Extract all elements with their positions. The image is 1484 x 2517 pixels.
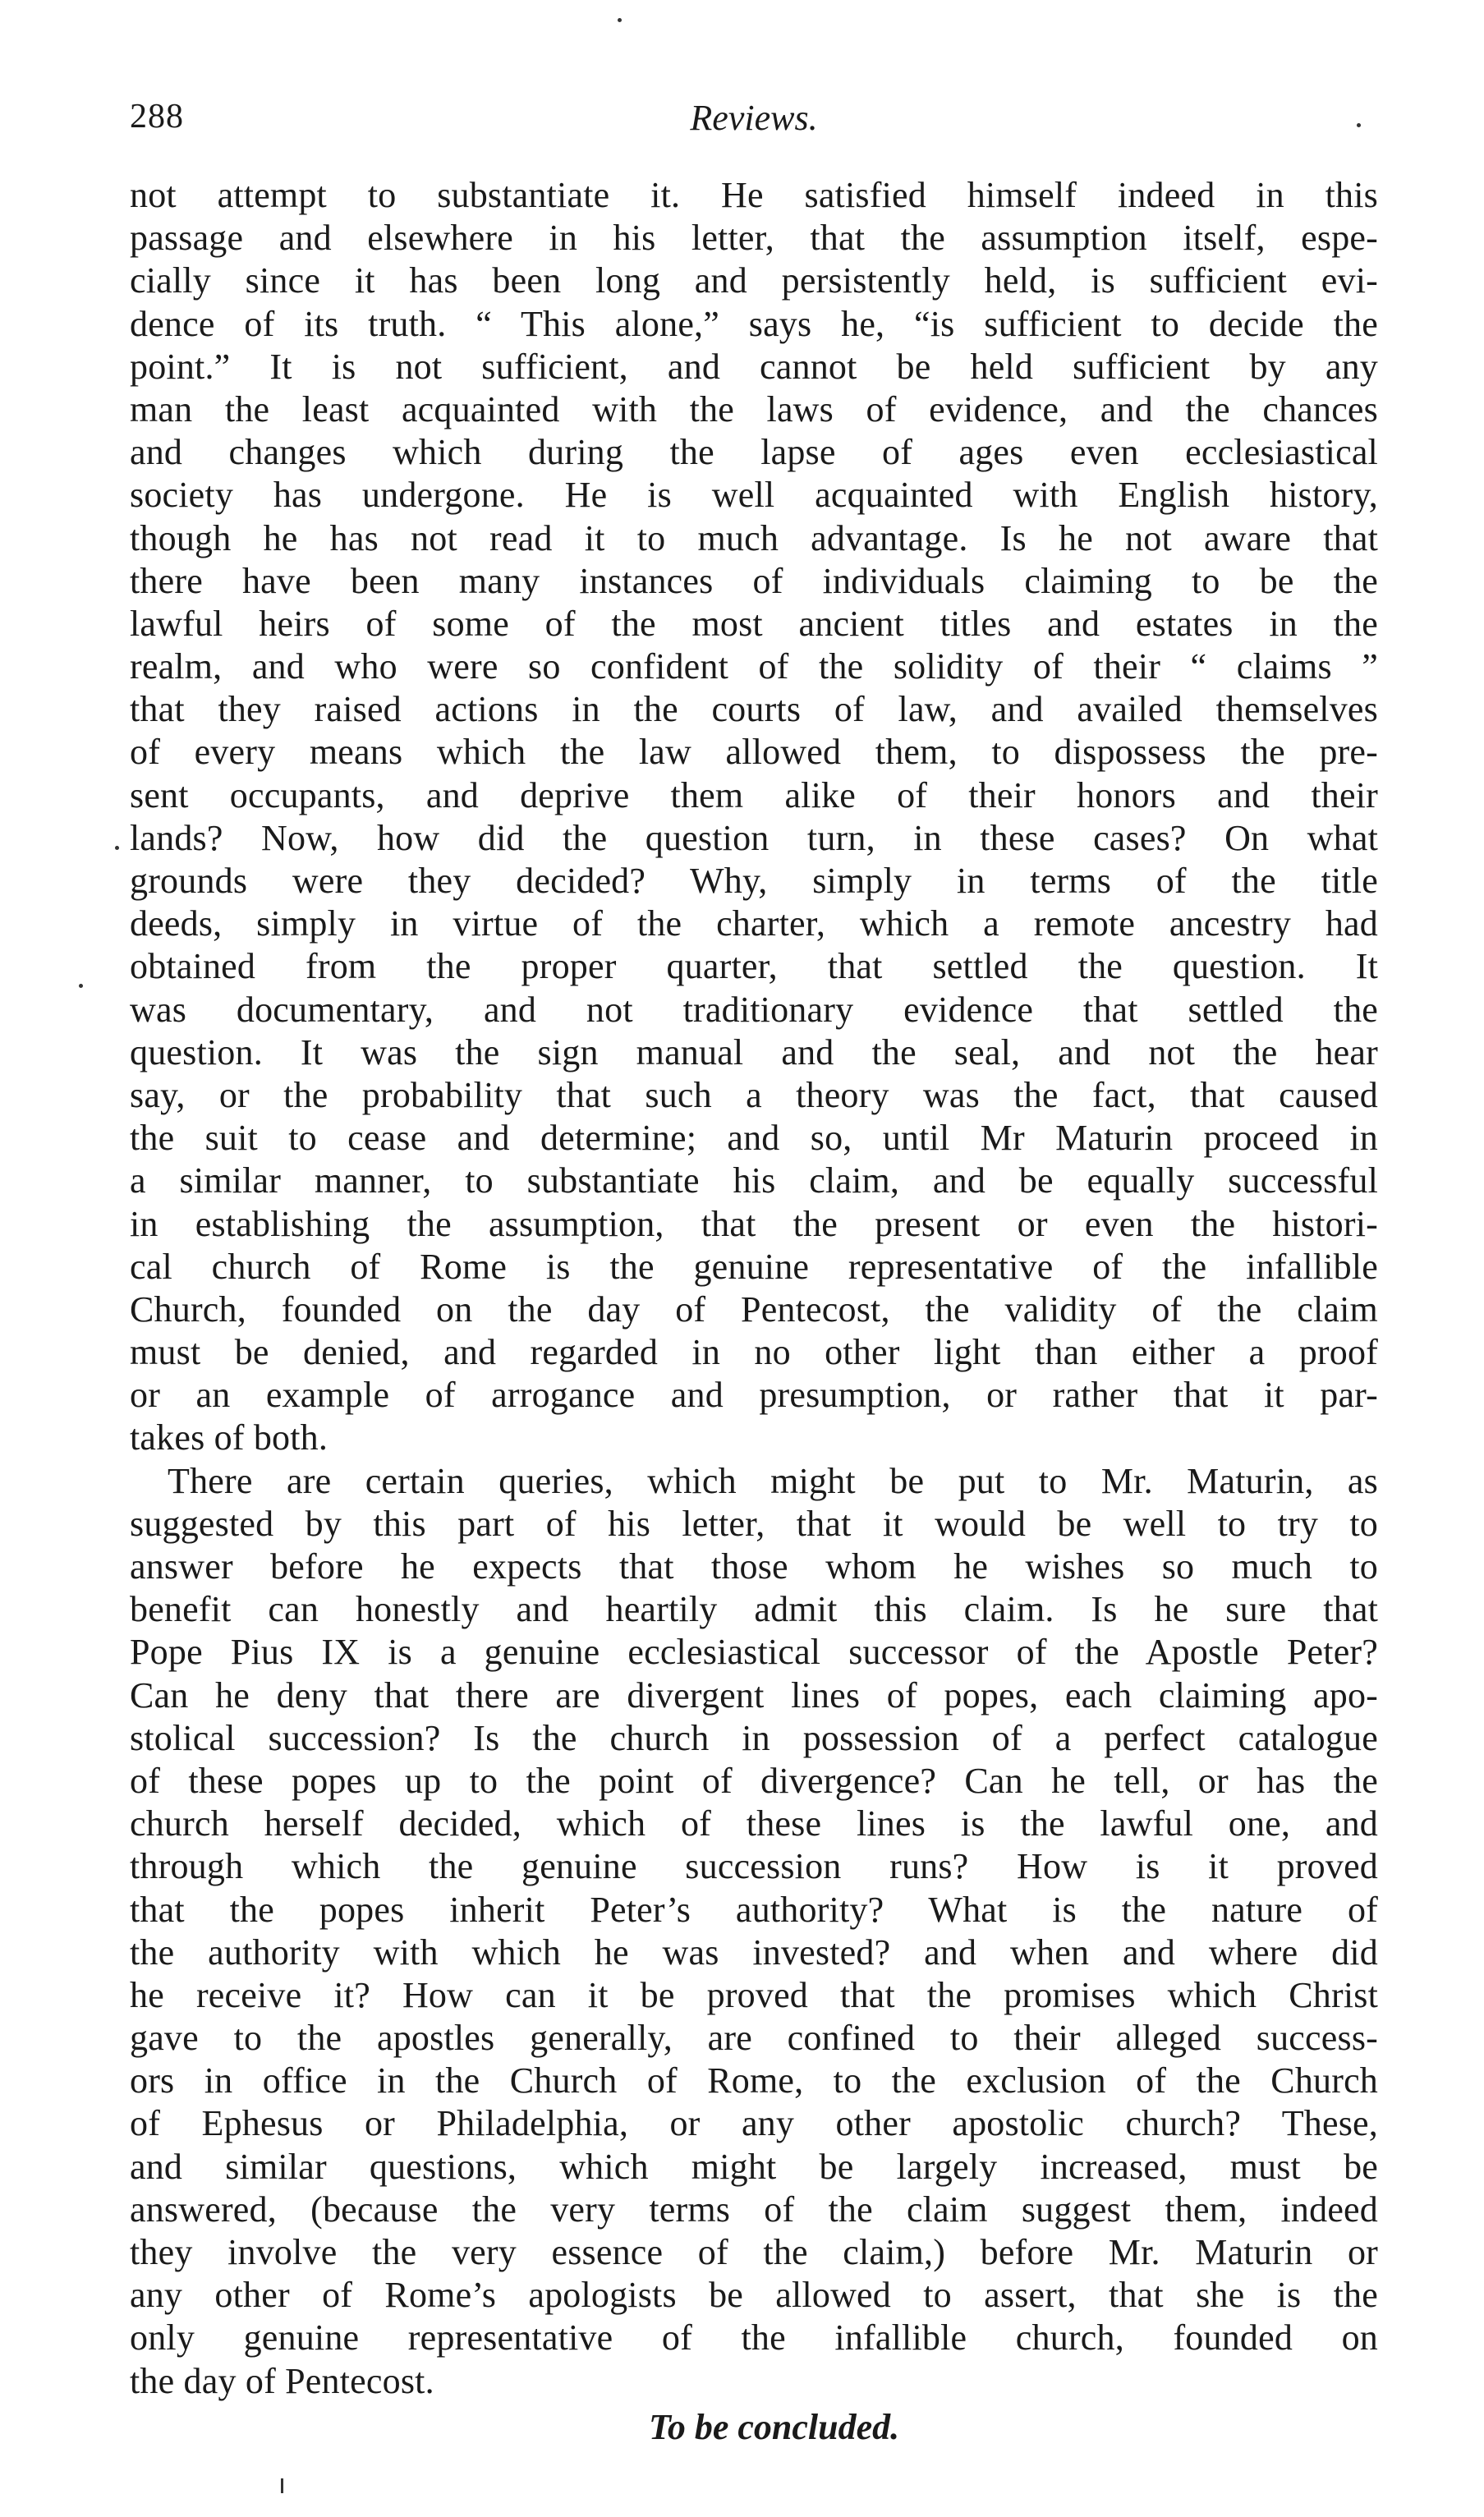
scan-speck — [115, 846, 119, 850]
text-line: only genuine representative of the infallible church, founded on — [130, 2317, 1378, 2359]
text-line: though he has not read it to much advantage. Is he not aware that — [130, 517, 1378, 558]
text-line: deeds, simply in virtue of the charter, which a remote ancestry had — [130, 903, 1378, 944]
text-line: ors in office in the Church of Rome, to the exclusion of the Church — [130, 2060, 1378, 2101]
text-line: must be denied, and regarded in no other light than either a proof — [130, 1332, 1378, 1373]
page-number: 288 — [130, 98, 184, 135]
text-line: that the popes inherit Peter’s authority? What is the nature of — [130, 1889, 1378, 1930]
text-line: lands? Now, how did the question turn, in these cases? On what — [130, 817, 1378, 858]
text-line: of Ephesus or Philadelphia, or any other apostolic church? These, — [130, 2103, 1378, 2144]
text-line: stolical succession? Is the church in possession of a perfect catalogue — [130, 1717, 1378, 1758]
text-line: gave to the apostles generally, are confined to their alleged success- — [130, 2018, 1378, 2059]
text-line: Pope Pius IX is a genuine ecclesiastical successor of the Apostle Peter? — [130, 1632, 1378, 1673]
text-line: he receive it? How can it be proved that the promises which Christ — [130, 1974, 1378, 2015]
text-line: answer before he expects that those whom he wishes so much to — [130, 1546, 1378, 1587]
text-line: a similar manner, to substantiate his claim, and be equally successful — [130, 1160, 1378, 1201]
paragraph-end-line: takes of both. — [130, 1417, 329, 1458]
text-line: sent occupants, and deprive them alike of their honors and their — [130, 774, 1378, 815]
text-line: that they raised actions in the courts of law, and availed themselves — [130, 689, 1378, 730]
text-line: dence of its truth. “ This alone,” says he, “is sufficient to decide the — [130, 303, 1378, 344]
text-line: grounds were they decided? Why, simply in terms of the title — [130, 861, 1378, 901]
paragraph-end-line: the day of Pentecost. — [130, 2360, 434, 2401]
to-be-concluded-note: To be concluded. — [649, 2407, 900, 2447]
text-line: Church, founded on the day of Pentecost, the validity of the claim — [130, 1288, 1378, 1330]
text-line: say, or the probability that such a theory was the fact, that caused — [130, 1074, 1378, 1115]
text-line: church herself decided, which of these lines is the lawful one, and — [130, 1803, 1378, 1844]
text-line: in establishing the assumption, that the present or even the histori- — [130, 1203, 1378, 1244]
text-line: suggested by this part of his letter, that it would be well to try to — [130, 1503, 1378, 1544]
text-line: and changes which during the lapse of ages even ecclesiastical — [130, 432, 1378, 473]
text-line: cal church of Rome is the genuine representative of the infallible — [130, 1246, 1378, 1287]
text-line: society has undergone. He is well acquainted with English history, — [130, 475, 1378, 516]
text-line: was documentary, and not traditionary evidence that settled the — [130, 989, 1378, 1030]
text-line: of these popes up to the point of divergence? Can he tell, or has the — [130, 1760, 1378, 1801]
scan-speck — [1357, 123, 1361, 127]
text-line: or an example of arrogance and presumption, or rather that it par- — [130, 1375, 1378, 1416]
text-line: point.” It is not sufficient, and cannot be held sufficient by any — [130, 346, 1378, 387]
text-line: benefit can honestly and heartily admit this claim. Is he sure that — [130, 1589, 1378, 1630]
body-text — [130, 174, 1378, 2403]
text-line: answered, (because the very terms of the claim suggest them, indeed — [130, 2189, 1378, 2230]
text-line: of every means which the law allowed them, to dispossess the pre- — [130, 732, 1378, 773]
text-line: lawful heirs of some of the most ancient titles and estates in the — [130, 603, 1378, 644]
page-header — [130, 97, 1378, 146]
text-line: there have been many instances of individuals claiming to be the — [130, 560, 1378, 601]
text-line: the authority with which he was invested? and when and where did — [130, 1931, 1378, 1973]
text-line: any other of Rome’s apologists be allowed to assert, that she is the — [130, 2275, 1378, 2316]
text-line: through which the genuine succession runs? How is it proved — [130, 1846, 1378, 1887]
text-line: Can he deny that there are divergent lines of popes, each claiming apo- — [130, 1674, 1378, 1716]
text-line: obtained from the proper quarter, that settled the question. It — [130, 946, 1378, 987]
scan-speck — [281, 2478, 283, 2493]
scan-speck — [79, 984, 83, 988]
text-line: they involve the very essence of the claim,) before Mr. Maturin or — [130, 2232, 1378, 2272]
paragraph-start-line: There are certain queries, which might be put to Mr. Maturin, as — [168, 1460, 1378, 1501]
text-line: man the least acquainted with the laws of evidence, and the chances — [130, 388, 1378, 429]
text-line: and similar questions, which might be largely increased, must be — [130, 2146, 1378, 2187]
running-head: Reviews. — [690, 98, 818, 138]
text-line: cially since it has been long and persistently held, is sufficient evi- — [130, 260, 1378, 301]
text-line: passage and elsewhere in his letter, that the assumption itself, espe- — [130, 218, 1378, 259]
text-line: realm, and who were so confident of the solidity of their “ claims ” — [130, 646, 1378, 687]
text-line: the suit to cease and determine; and so, until Mr Maturin proceed in — [130, 1118, 1378, 1159]
text-line: question. It was the sign manual and the seal, and not the hear — [130, 1031, 1378, 1072]
text-line: not attempt to substantiate it. He satisfied himself indeed in this — [130, 175, 1378, 215]
scan-speck — [618, 18, 622, 22]
